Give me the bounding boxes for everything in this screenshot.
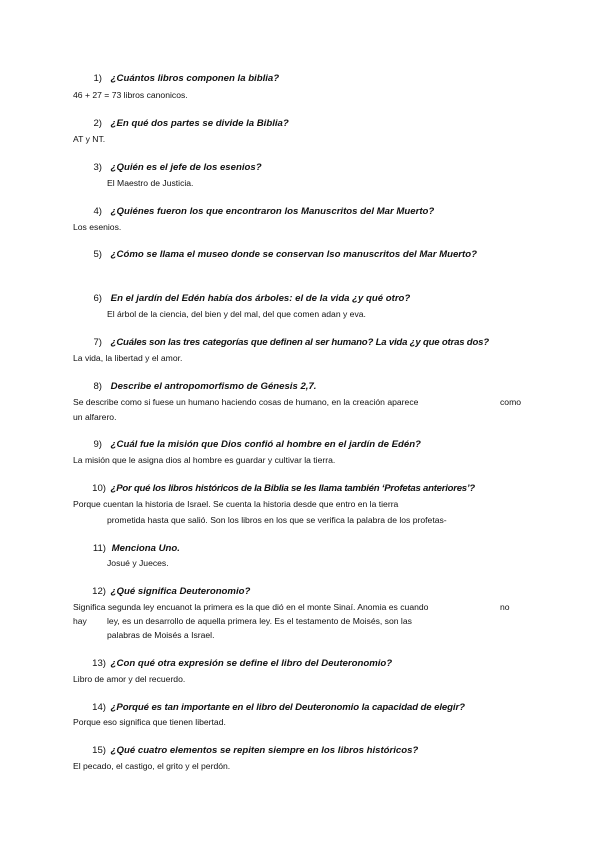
question-text: ¿Cuáles son las tres categorías que definen al ser humano? La vida ¿y que otras dos? [110,337,489,348]
question-text: Menciona Uno. [111,543,180,554]
question-number: 7) [93,337,102,348]
answer-14: Porque eso significa que tienen libertad. [73,717,226,727]
question-text: ¿Cómo se llama el museo donde se conservan lso manuscritos del Mar Muerto? [110,249,477,260]
answer-12-word-hay: hay [73,616,87,626]
question-number: 4) [93,206,102,217]
question-number: 11) [92,543,106,554]
question-12 [78,586,250,597]
question-text: ¿Cuántos libros componen la biblia? [110,73,280,84]
answer-12-line-3: palabras de Moisés a Israel. [107,630,215,640]
question-text: En el jardín del Edén había dos árboles: el de la vida ¿y qué otro? [110,293,411,304]
question-number: 3) [93,162,102,173]
question-text: ¿Con qué otra expresión se define el libro del Deuteronomio? [110,658,393,669]
question-9 [78,439,421,450]
question-2 [78,118,289,129]
question-7 [78,337,489,348]
question-15 [78,745,418,756]
question-number: 10) [92,483,106,494]
answer-13: Libro de amor y del recuerdo. [73,674,186,684]
answer-9: La misión que le asigna dios al hombre es guardar y cultivar la tierra. [73,455,336,465]
question-text: ¿En qué dos partes se divide la Biblia? [110,118,289,129]
question-text: ¿Qué significa Deuteronomio? [110,586,251,597]
answer-7: La vida, la libertad y el amor. [73,353,183,363]
answer-2: AT y NT. [73,134,106,144]
answer-8-word: como [500,397,522,407]
question-8 [78,381,316,392]
answer-10-line-1: Porque cuentan la historia de Israel. Se cuenta la historia desde que entro en la tierra [73,499,399,509]
answer-8-line-2: un alfarero. [73,412,117,422]
question-4 [78,206,434,217]
answer-12-line-2: ley, es un desarrollo de aquella primera ley. Es el testamento de Moisés, son las [107,616,412,626]
question-number: 1) [93,73,102,84]
question-5 [78,249,477,260]
question-11 [78,543,180,554]
answer-6: El árbol de la ciencia, del bien y del mal, del que comen adan y eva. [107,309,366,319]
question-number: 14) [92,702,106,713]
question-text: ¿Qué cuatro elementos se repiten siempre en los libros históricos? [110,745,419,756]
answer-12-line-1: Significa segunda ley encuanot la primera es la que dió en el monte Sinaí. Anomia es cuando [73,602,429,612]
question-text: Describe el antropomorfismo de Génesis 2,7. [110,381,317,392]
question-text: ¿Quiénes fueron los que encontraron los Manuscritos del Mar Muerto? [110,206,435,217]
answer-15: El pecado, el castigo, el grito y el perdón. [73,761,231,771]
question-number: 8) [93,381,102,392]
question-number: 15) [92,745,106,756]
question-3 [78,162,262,173]
answer-11: Josué y Jueces. [107,558,169,568]
question-14 [78,702,465,713]
question-number: 9) [93,439,102,450]
question-text: ¿Por qué los libros históricos de la Biblia se les llama también ‘Profetas anteriores’? [110,483,475,494]
question-text: ¿Cuál fue la misión que Dios confió al hombre en el jardín de Edén? [110,439,421,450]
answer-12-word-no: no [500,602,510,612]
question-6 [78,293,410,304]
question-number: 5) [93,249,102,260]
question-text: ¿Porqué es tan importante en el libro del Deuteronomio la capacidad de elegir? [110,702,465,713]
question-10 [78,483,475,494]
question-1 [78,73,279,84]
question-number: 13) [92,658,106,669]
answer-1: 46 + 27 = 73 libros canonicos. [73,90,188,100]
answer-3: El Maestro de Justicia. [107,178,194,188]
answer-4: Los esenios. [73,222,122,232]
question-number: 6) [93,293,102,304]
question-number: 12) [92,586,106,597]
question-text: ¿Quién es el jefe de los esenios? [110,162,262,173]
question-number: 2) [93,118,102,129]
answer-8-line-1: Se describe como si fuese un humano haciendo cosas de humano, en la creación aparece [73,397,419,407]
answer-10-line-2: prometida hasta que salió. Son los libros en los que se verifica la palabra de los profetas- [107,515,447,525]
question-13 [78,658,392,669]
